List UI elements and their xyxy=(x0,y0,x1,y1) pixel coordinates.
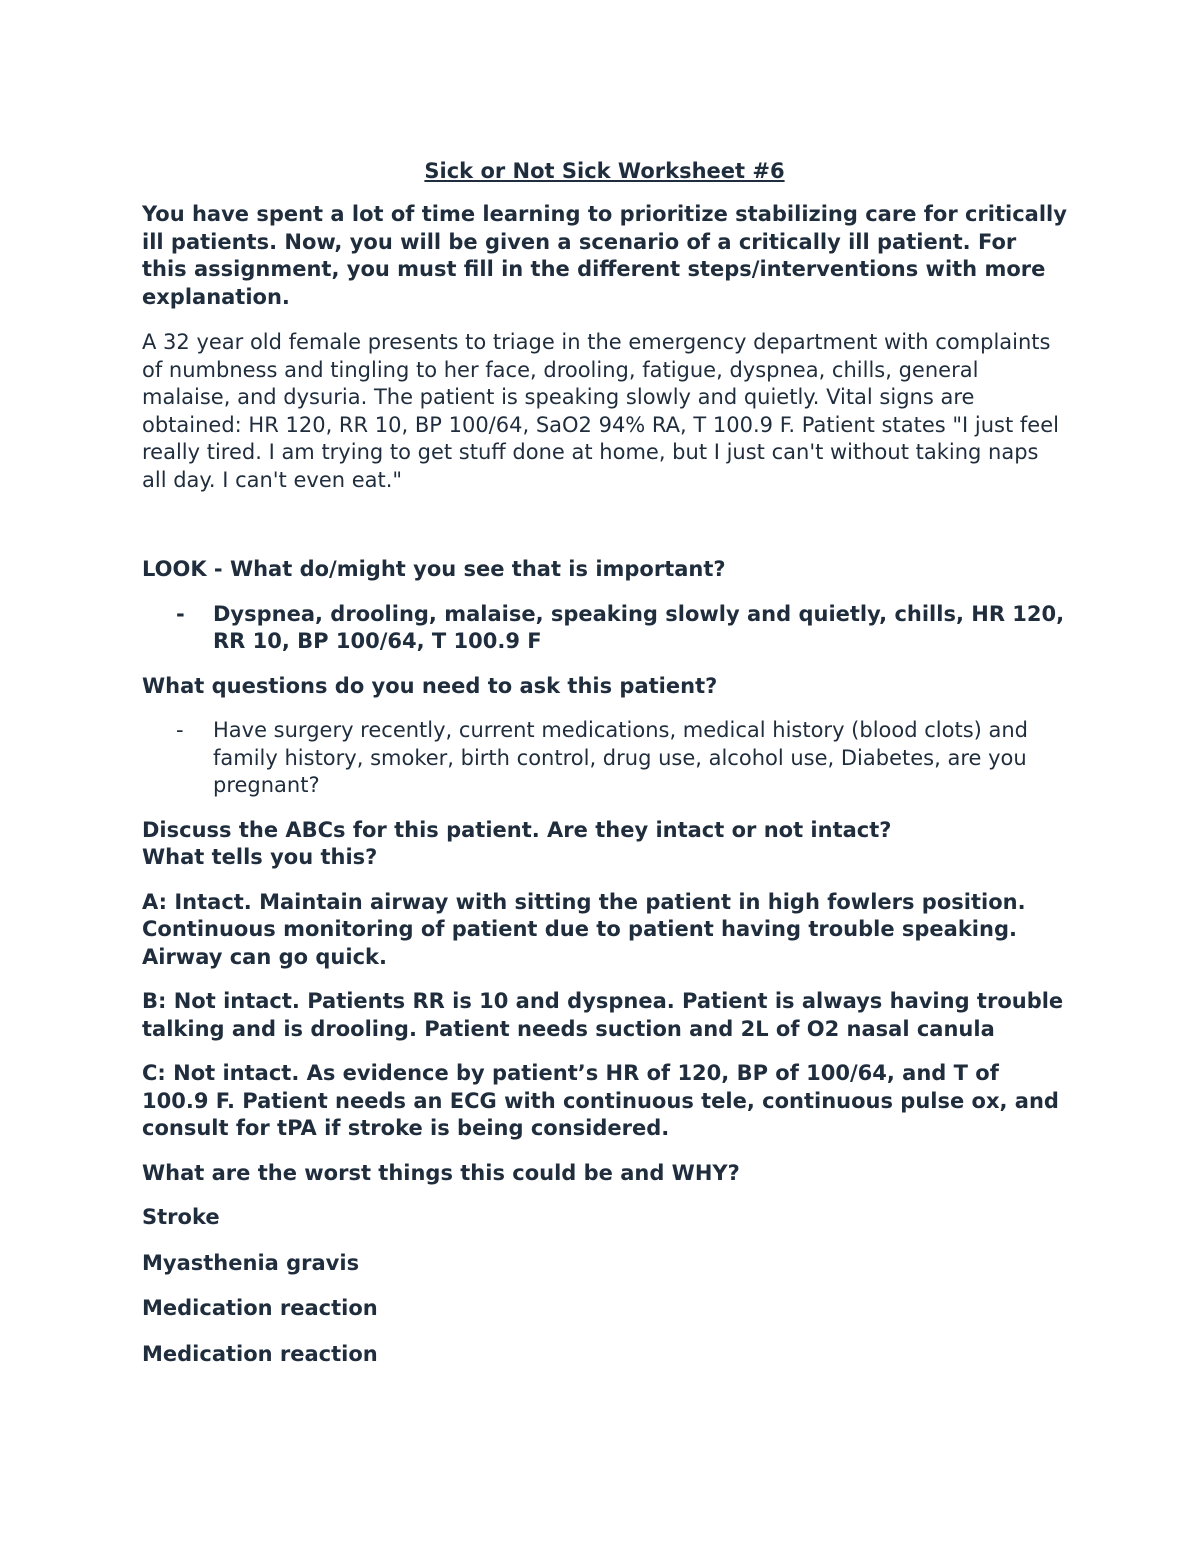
worst-item-medication-reaction: Medication reaction xyxy=(142,1296,378,1320)
list-item xyxy=(142,601,1067,656)
list-item xyxy=(142,717,1067,800)
ask-answer-list xyxy=(142,717,1067,800)
circulation-answer: C: Not intact. As evidence by patient’s HR of 120, BP of 100/64, and T of 100.9 F. Patient needs an ECG with continuous tele, continuous pulse ox, and consult for tPA if stroke is being considered. xyxy=(142,1061,1059,1140)
look-question: LOOK - What do/might you see that is important? xyxy=(142,557,726,581)
look-answer: Dyspnea, drooling, malaise, speaking slowly and quietly, chills, HR 120, RR 10, BP 100/64, T 100.9 F xyxy=(213,601,1065,653)
ask-question: What questions do you need to ask this patient? xyxy=(142,673,718,698)
worst-item-stroke: Stroke xyxy=(142,1205,220,1229)
breathing-answer: B: Not intact. Patients RR is 10 and dyspnea. Patient is always having trouble talking and is drooling. Patient needs suction and 2L of O2 nasal canula xyxy=(142,989,1064,1041)
worksheet-page xyxy=(142,158,1067,1386)
worst-question: What are the worst things this could be and WHY? xyxy=(142,1160,740,1185)
abcs-question: Discuss the ABCs for this patient. Are they intact or not intact? What tells you this? xyxy=(142,817,892,869)
worksheet-title: Sick or Not Sick Worksheet #6 xyxy=(424,159,785,183)
look-answer-list xyxy=(142,601,1067,656)
ask-answer: Have surgery recently, current medications, medical history (blood clots) and family history, smoker, birth control, drug use, alcohol use, Diabetes, are you pregnant? xyxy=(213,718,1029,797)
worst-item-medication-reaction-2: Medication reaction xyxy=(142,1341,378,1366)
dash-bullet: - xyxy=(176,601,185,626)
scenario-paragraph: A 32 year old female presents to triage in the emergency department with complaints of numbness and tingling to her face, drooling, fatigue, dyspnea, chills, general malaise, and dysuria. The patient is speaking slowly and quietly. Vital signs are obtained: HR 120, RR 10, BP 100/64, SaO2 94% RA, T 100.9 F. Patient states "I just feel really tired. I am trying to get stuff done at home, but I just can't without taking naps all day. I can't even eat." xyxy=(142,330,1059,492)
instructions-paragraph: You have spent a lot of time learning to prioritize stabilizing care for critically ill patients. Now, you will be given a scenario of a critically ill patient. For this assignment, you must fill in the different steps/interventions with more explanation. xyxy=(142,202,1067,309)
worst-item-myasthenia: Myasthenia gravis xyxy=(142,1250,360,1275)
airway-answer: A: Intact. Maintain airway with sitting the patient in high fowlers position. Continuous monitoring of patient due to patient having trouble speaking. Airway can go quick. xyxy=(142,889,1026,969)
dash-bullet: - xyxy=(176,718,184,742)
